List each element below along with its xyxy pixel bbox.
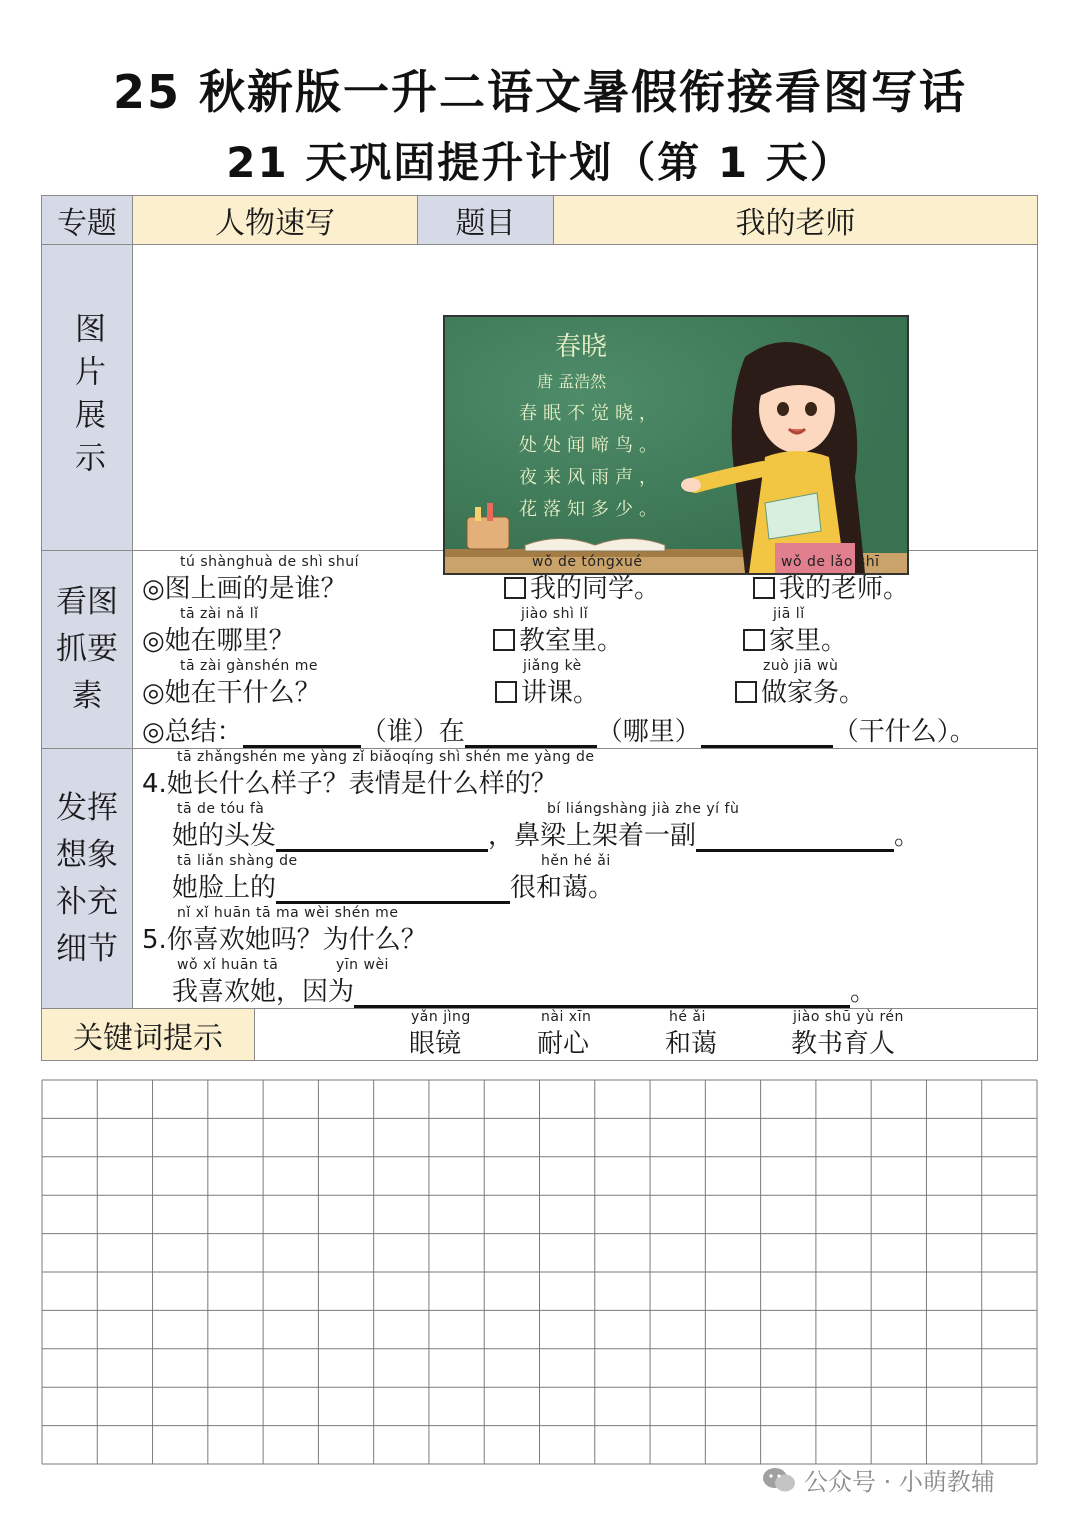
writing-grid-lines (41, 1079, 1038, 1465)
q3-option2[interactable] (735, 672, 865, 709)
summary-prefix: ◎总结： (142, 717, 243, 747)
writing-grid[interactable] (41, 1079, 1038, 1465)
q5-pinyin: nǐ xǐ huān tā ma wèi shén me (177, 905, 399, 921)
keyword-4-pinyin: jiào shū yù rén (793, 1009, 904, 1025)
picture-area (133, 245, 1037, 551)
picture-side-label (42, 245, 133, 551)
l3-start: 我喜欢她，因为 (172, 977, 355, 1007)
q2-pinyin: tā zài nǎ lǐ (180, 606, 259, 622)
l2-pinyin-b: hěn hé ǎi (541, 853, 611, 869)
q2-option2-pinyin: jiā lǐ (773, 606, 805, 622)
poem-title: 春晓 (555, 332, 608, 362)
elements-side-text: 看图抓要素 (56, 584, 118, 714)
l3-pinyin-b: yīn wèi (336, 957, 389, 973)
topic-value: 人物速写 (133, 196, 418, 245)
l1-pinyin-b: bí liángshàng jià zhe yí fù (547, 801, 740, 817)
keywords-label: 关键词提示 (42, 1009, 255, 1060)
summary-where: （哪里） (596, 717, 701, 747)
q4-text: 4.她长什么样子？表情是什么样的？ (142, 769, 557, 799)
q1-option1-text: 我的同学。 (530, 574, 661, 604)
poem-line-2: 处处闻啼鸟。 (519, 435, 663, 456)
summary-what-blank[interactable] (701, 717, 833, 748)
l1-pinyin-a: tā de tóu fà (177, 801, 265, 817)
q3-option1[interactable] (495, 672, 599, 709)
summary-who: （谁）在 (360, 717, 465, 747)
imagination-side-label (42, 749, 133, 1009)
q3-option2-text: 做家务。 (761, 678, 866, 708)
subject-label: 题目 (418, 196, 554, 245)
keyword-4: 教书育人 (791, 1029, 896, 1059)
l2-pinyin-a: tā liǎn shàng de (177, 853, 298, 869)
l1-start: 她的头发 (172, 821, 277, 851)
q2-option1-text: 教室里。 (519, 626, 624, 656)
summary-who-blank[interactable] (243, 717, 361, 748)
q5-text: 5.你喜欢她吗？为什么？ (142, 925, 427, 955)
summary-what: （干什么）。 (832, 717, 976, 747)
q1-text: ◎图上画的是谁？ (142, 574, 347, 604)
l2-start: 她脸上的 (172, 873, 277, 903)
checkbox[interactable] (753, 577, 775, 599)
poem-line-3: 夜来风雨声， (519, 467, 663, 488)
q1-option2-pinyin: wǒ de lǎo shī (781, 554, 880, 570)
q5-line (172, 971, 876, 1008)
imagination-side-text: 发挥想象补充细节 (56, 789, 118, 967)
checkbox[interactable] (495, 681, 517, 703)
subject-value: 我的老师 (554, 196, 1037, 245)
q2-option2-text: 家里。 (769, 626, 848, 656)
keyword-1: 眼镜 (409, 1029, 462, 1059)
q3-option1-pinyin: jiǎng kè (523, 658, 582, 674)
poem-line-1: 春眠不觉晓， (519, 403, 663, 424)
imagination-area (133, 749, 1037, 1009)
q1-pinyin: tú shànghuà de shì shuí (180, 554, 359, 570)
q2-option1-pinyin: jiào shì lǐ (521, 606, 589, 622)
q4-pinyin: tā zhǎngshén me yàng zǐ biǎoqíng shì shén me yàng de (177, 749, 595, 765)
elements-side-label (42, 551, 133, 749)
q2-option2[interactable] (743, 620, 847, 657)
keywords-area (255, 1009, 1037, 1060)
summary-line (142, 711, 976, 748)
keyword-3: 和蔼 (665, 1029, 718, 1059)
l1-end: 。 (894, 821, 921, 851)
q3-text: ◎她在干什么？ (142, 678, 321, 708)
checkbox[interactable] (743, 629, 765, 651)
l1-mid: ，鼻梁上架着一副 (488, 821, 697, 851)
keyword-3-pinyin: hé ǎi (669, 1009, 706, 1025)
summary-where-blank[interactable] (465, 717, 597, 748)
l3-end: 。 (850, 977, 877, 1007)
q2-text: ◎她在哪里？ (142, 626, 295, 656)
l2-end: 很和蔼。 (510, 873, 615, 903)
q3-option1-text: 讲课。 (521, 678, 600, 708)
page-subtitle: 21 天巩固提升计划（第 1 天） (226, 138, 854, 187)
topic-label: 专题 (42, 196, 133, 245)
wechat-icon (762, 1467, 796, 1493)
q1-option2-text: 我的老师。 (779, 574, 910, 604)
q3-pinyin: tā zài gànshén me (180, 658, 318, 674)
keyword-2-pinyin: nài xīn (541, 1009, 592, 1025)
q4-line1 (172, 815, 920, 852)
poem-line-4: 花落知多少。 (519, 499, 663, 520)
l3-pinyin-a: wǒ xǐ huān tā (177, 957, 279, 973)
elements-area (133, 551, 1037, 749)
worksheet-table (41, 195, 1038, 1061)
checkbox[interactable] (504, 577, 526, 599)
teacher-illustration (443, 315, 909, 575)
keyword-1-pinyin: yǎn jìng (411, 1009, 471, 1025)
reason-blank[interactable] (354, 977, 850, 1008)
checkbox[interactable] (735, 681, 757, 703)
q2-option1[interactable] (493, 620, 623, 657)
page-title: 25 秋新版一升二语文暑假衔接看图写话 (112, 65, 968, 119)
keyword-2: 耐心 (537, 1029, 590, 1059)
watermark-text: 公众号 · 小萌教辅 (804, 1468, 995, 1496)
q1-option1-pinyin: wǒ de tóngxué (532, 554, 643, 570)
picture-side-text: 图片展示 (69, 311, 105, 484)
poem-author: 唐 孟浩然 (537, 372, 607, 391)
q3-option2-pinyin: zuò jiā wù (763, 658, 839, 674)
watermark (762, 1462, 995, 1497)
checkbox[interactable] (493, 629, 515, 651)
hair-blank[interactable] (276, 821, 488, 852)
q1-option2[interactable] (753, 568, 909, 605)
q1-option1[interactable] (504, 568, 660, 605)
q4-line2 (172, 867, 614, 904)
face-blank[interactable] (276, 873, 510, 904)
glasses-blank[interactable] (696, 821, 894, 852)
